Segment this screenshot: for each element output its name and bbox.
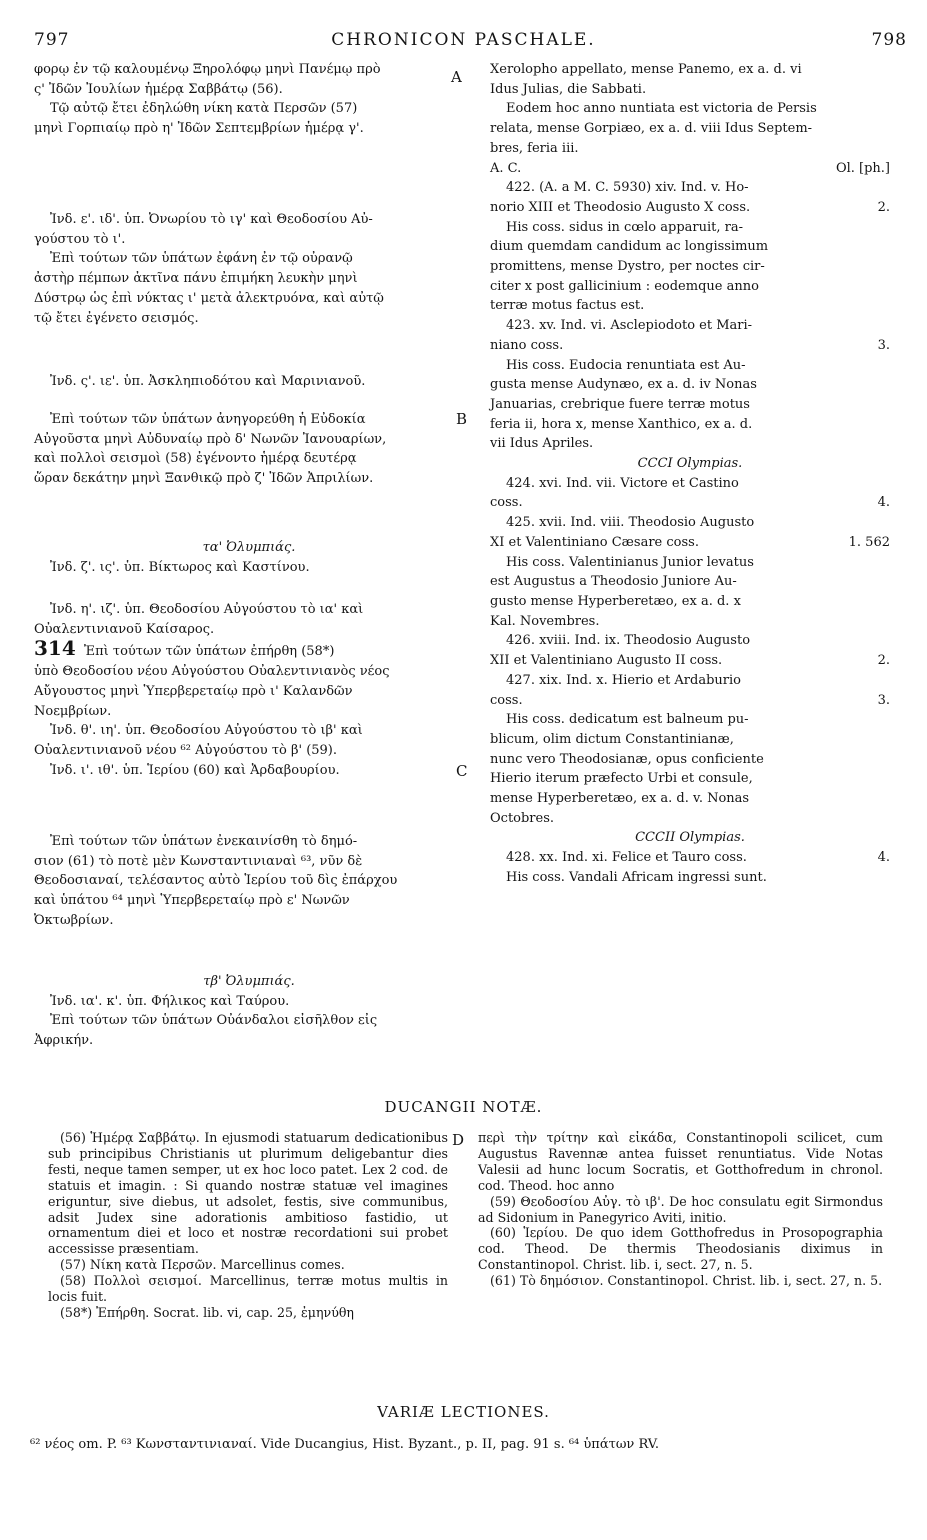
notes-column-left <box>48 1130 448 1321</box>
greek-paragraph: Ἐπὶ τούτων τῶν ὑπάτων ἐνεκαινίσθη τὸ δημό- σιον (61) τὸ ποτὲ μὲν Κωνσταντινιαναὶ ⁶³, νῦν δὲ Θεοδοσιαναί, τελέσαντος αὐτὸ Ἱερίου τοῦ δὶς ἐπάρχου καὶ ὑπάτου ⁶⁴ μηνὶ Ὑπερβερεταίῳ πρὸ ε' Νωνῶν Ὀκτωβρίων. <box>34 834 398 928</box>
olympiad-heading: τα' Ὀλυμπιάς. <box>202 540 296 555</box>
variae-heading: VARIÆ LECTIONES. <box>377 1403 550 1421</box>
footnote: (56) Ἡμέρᾳ Σαββάτῳ. In ejusmodi statuarum dedicationibus sub principibus Christianis ut plurimum deligebantur dies festi, neque tamen semper, ut ex hoc loco patet. Lex 2 cod. de statuis et imagin. : Si quando nostræ statuæ vel imagines eriguntur, sive diebus, ut adsolet, festis, sive communibus, adsit Judex sine adorationis ambitioso fastidio, ut ornamentum diei et loco et nostræ recordationi sui probet accessisse præsentiam. <box>48 1130 448 1257</box>
greek-paragraph: τβ' Ὀλυμπιάς. Ἰνδ. ια'. κ'. ὑπ. Φήλικος καὶ Ταύρου. Ἐπὶ τούτων τῶν ὑπάτων Οὐάνδαλοι εἰσῆλθον εἰς Ἀφρικήν. <box>34 972 464 1051</box>
footnote: (60) Ἱερίου. De quo idem Gotthofredus in Prosopographia cod. Theod. De thermis Theodosianis diximus in Constantinopol. Christ. lib. i, sect. 27, n. 5. <box>478 1225 883 1273</box>
running-title: CHRONICON PASCHALE. <box>331 30 596 50</box>
greek-paragraph: Ἰνδ. η'. ιζ'. ὑπ. Θεοδοσίου Αὐγούστου τὸ ια' καὶ Οὐαλεντινιανοῦ Καίσαρος. 314 Ἐπὶ τούτων τῶν ὑπάτων ἐπήρθη (58*) ὑπὸ Θεοδοσίου νέου Αὐγούστου Οὐαλεντινιανὸς νέος Αὔγουστος μηνὶ Ὑπερβερεταίῳ πρὸ ι' Καλανδῶν Νοεμβρίων. Ἰνδ. θ'. ιη'. ὑπ. Θεοδοσίου Αὐγούστου τὸ ιβ' καὶ Οὐαλεντινιανοῦ νέου ⁶² Αὐγούστου τὸ β' (59). Ἰνδ. ι'. ιθ'. ὑπ. Ἱερίου (60) καὶ Ἀρδαβουρίου. <box>34 602 390 778</box>
margin-marker-b: B <box>456 410 468 428</box>
latin-paragraph: Xerolopho appellato, mense Panemo, ex a. d. vi Idus Julias, die Sabbati. Eodem hoc anno nuntiata est victoria de Persis relata, mense Gorpiæo, ex a. d. viii Idus Septem- bres, feria iii. A. C. Ol. [ph.] 422. (A. a M. C. 5930) xiv. Ind. v. Ho- norio XIII et Theodosio Augusto X coss. 2. His coss. sidus in cœlo apparuit, ra- dium quemdam candidum ac longissimum promittens, mense Dystro, per noctes cir- citer x post gallicinium : eodemque anno terræ motus factus est. 423. xv. Ind. vi. Asclepiodoto et Mari- niano coss. 3. His coss. Eudocia renuntiata est Au- gusta mense Audynæo, ex a. d. iv Nonas Januarias, crebrique fuere terræ motus feria ii, hora x, mense Xanthico, ex a. d. vii Idus Apriles. CCCI Olympias. 424. xvi. Ind. vii. Victore et Castino coss. 4. 425. xvii. Ind. viii. Theodosio Augusto XI et Valentiniano Cæsare coss. 1. 562 His coss. Valentinianus Junior levatus est Augustus a Theodosio Juniore Au- gusto mense Hyperberetæo, ex a. d. x Kal. Novembres. 426. xviii. Ind. ix. Theodosio Augusto XII et Valentiniano Augusto II coss. 2. 427. xix. Ind. x. Hierio et Ardaburio coss. 3. His coss. dedicatum est balneum pu- blicum, olim dictum Constantinianæ, nunc vero Theodosianæ, opus conficiente Hierio iterum præfecto Urbi et consule, mense Hyperberetæo, ex a. d. v. Nonas Octobres. CCCII Olympias. 428. xx. Ind. xi. Felice et Tauro coss. 4. His coss. Vandali Africam ingressi sunt. <box>490 62 890 885</box>
variant-readings: ⁶² νέος om. P. ⁶³ Κωνσταντινιαναί. Vide Ducangius, Hist. Byzant., p. II, pag. 91 s. ⁶⁴ ὑπάτων RV. <box>30 1437 660 1452</box>
margin-marker-d: D <box>452 1131 465 1149</box>
greek-paragraph: Ἐπὶ τούτων τῶν ὑπάτων ἀνηγορεύθη ἡ Εὐδοκία Αὐγοῦστα μηνὶ Αὐδυναίῳ πρὸ δ' Νωνῶν Ἰανουαρίων, καὶ πολλοὶ σεισμοὶ (58) ἐγένοντο ἡμέρᾳ δευτέρᾳ ὥραν δεκάτην μηνὶ Ξανθικῷ πρὸ ζ' Ἰδῶν Ἀπριλίων. <box>34 412 387 487</box>
footnote: (59) Θεοδοσίου Αὐγ. τὸ ιβ'. De hoc consulatu egit Sirmondus ad Sidonium in Panegyrico Aviti, initio. <box>478 1193 883 1225</box>
greek-paragraph: τα' Ὀλυμπιάς. Ἰνδ. ζ'. ις'. ὑπ. Βίκτωρος καὶ Καστίνου. <box>34 538 464 577</box>
greek-paragraph: Ἰνδ. ε'. ιδ'. ὑπ. Ὀνωρίου τὸ ιγ' καὶ Θεοδοσίου Αὐ- γούστου τὸ ι'. Ἐπὶ τούτων τῶν ὑπάτων ἐφάνη ἐν τῷ οὐρανῷ ἀστὴρ πέμπων ἀκτῖνα πάνυ ἐπιμήκη λευκὴν μηνὶ Δύστρῳ ὡς ἐπὶ νύκτας ι' μετὰ ἀλεκτρυόνα, καὶ αὐτῷ τῷ ἔτει ἐγένετο σεισμός. <box>34 212 384 326</box>
footnote: (58) Πολλοὶ σεισμοί. Marcellinus, terræ motus multis in locis fuit. <box>48 1273 448 1305</box>
greek-paragraph: φορῳ ἐν τῷ καλουμένῳ Ξηρολόφῳ μηνὶ Πανέμῳ πρὸ ς' Ἰδῶν Ἰουλίων ἡμέρᾳ Σαββάτῳ (56). Τῷ αὐτῷ ἔτει ἐδηλώθη νίκη κατὰ Περσῶν (57) μηνὶ Γορπιαίῳ πρὸ η' Ἰδῶν Σεπτεμβρίων ἡμέρᾳ γ'. <box>34 62 381 137</box>
olympiad-heading: CCCI Olympias. <box>637 456 743 472</box>
footnote: (61) Τὸ δημόσιον. Constantinopol. Christ. lib. i, sect. 27, n. 5. <box>490 1273 883 1289</box>
footnote: περὶ τὴν τρίτην καὶ εἰκάδα, Constantinopoli scilicet, cum Augustus Ravennæ antea fuisset renuntiatus. Vide Notas Valesii ad hunc locum Socratis, et Gotthofredum in chronol. cod. Theod. hoc anno <box>478 1130 883 1193</box>
page-number-left: 797 <box>34 30 70 50</box>
greek-paragraph: Ἰνδ. ς'. ιε'. ὑπ. Ἀσκληπιοδότου καὶ Μαρινιανοῦ. <box>50 374 366 389</box>
page-number-right: 798 <box>871 30 907 50</box>
page-section-number: 314 <box>34 636 76 661</box>
footnote: (57) Νίκη κατὰ Περσῶν. Marcellinus comes. <box>60 1257 345 1273</box>
margin-marker-c: C <box>456 762 468 780</box>
footnote: (58*) Ἐπήρθη. Socrat. lib. vi, cap. 25, ἐμηνύθη <box>60 1304 354 1320</box>
olympiad-heading: CCCII Olympias. <box>635 830 745 846</box>
margin-marker-a: A <box>451 68 462 86</box>
notes-heading: DUCANGII NOTÆ. <box>384 1098 543 1116</box>
olympiad-heading: τβ' Ὀλυμπιάς. <box>203 974 295 989</box>
notes-column-right <box>478 1130 883 1289</box>
